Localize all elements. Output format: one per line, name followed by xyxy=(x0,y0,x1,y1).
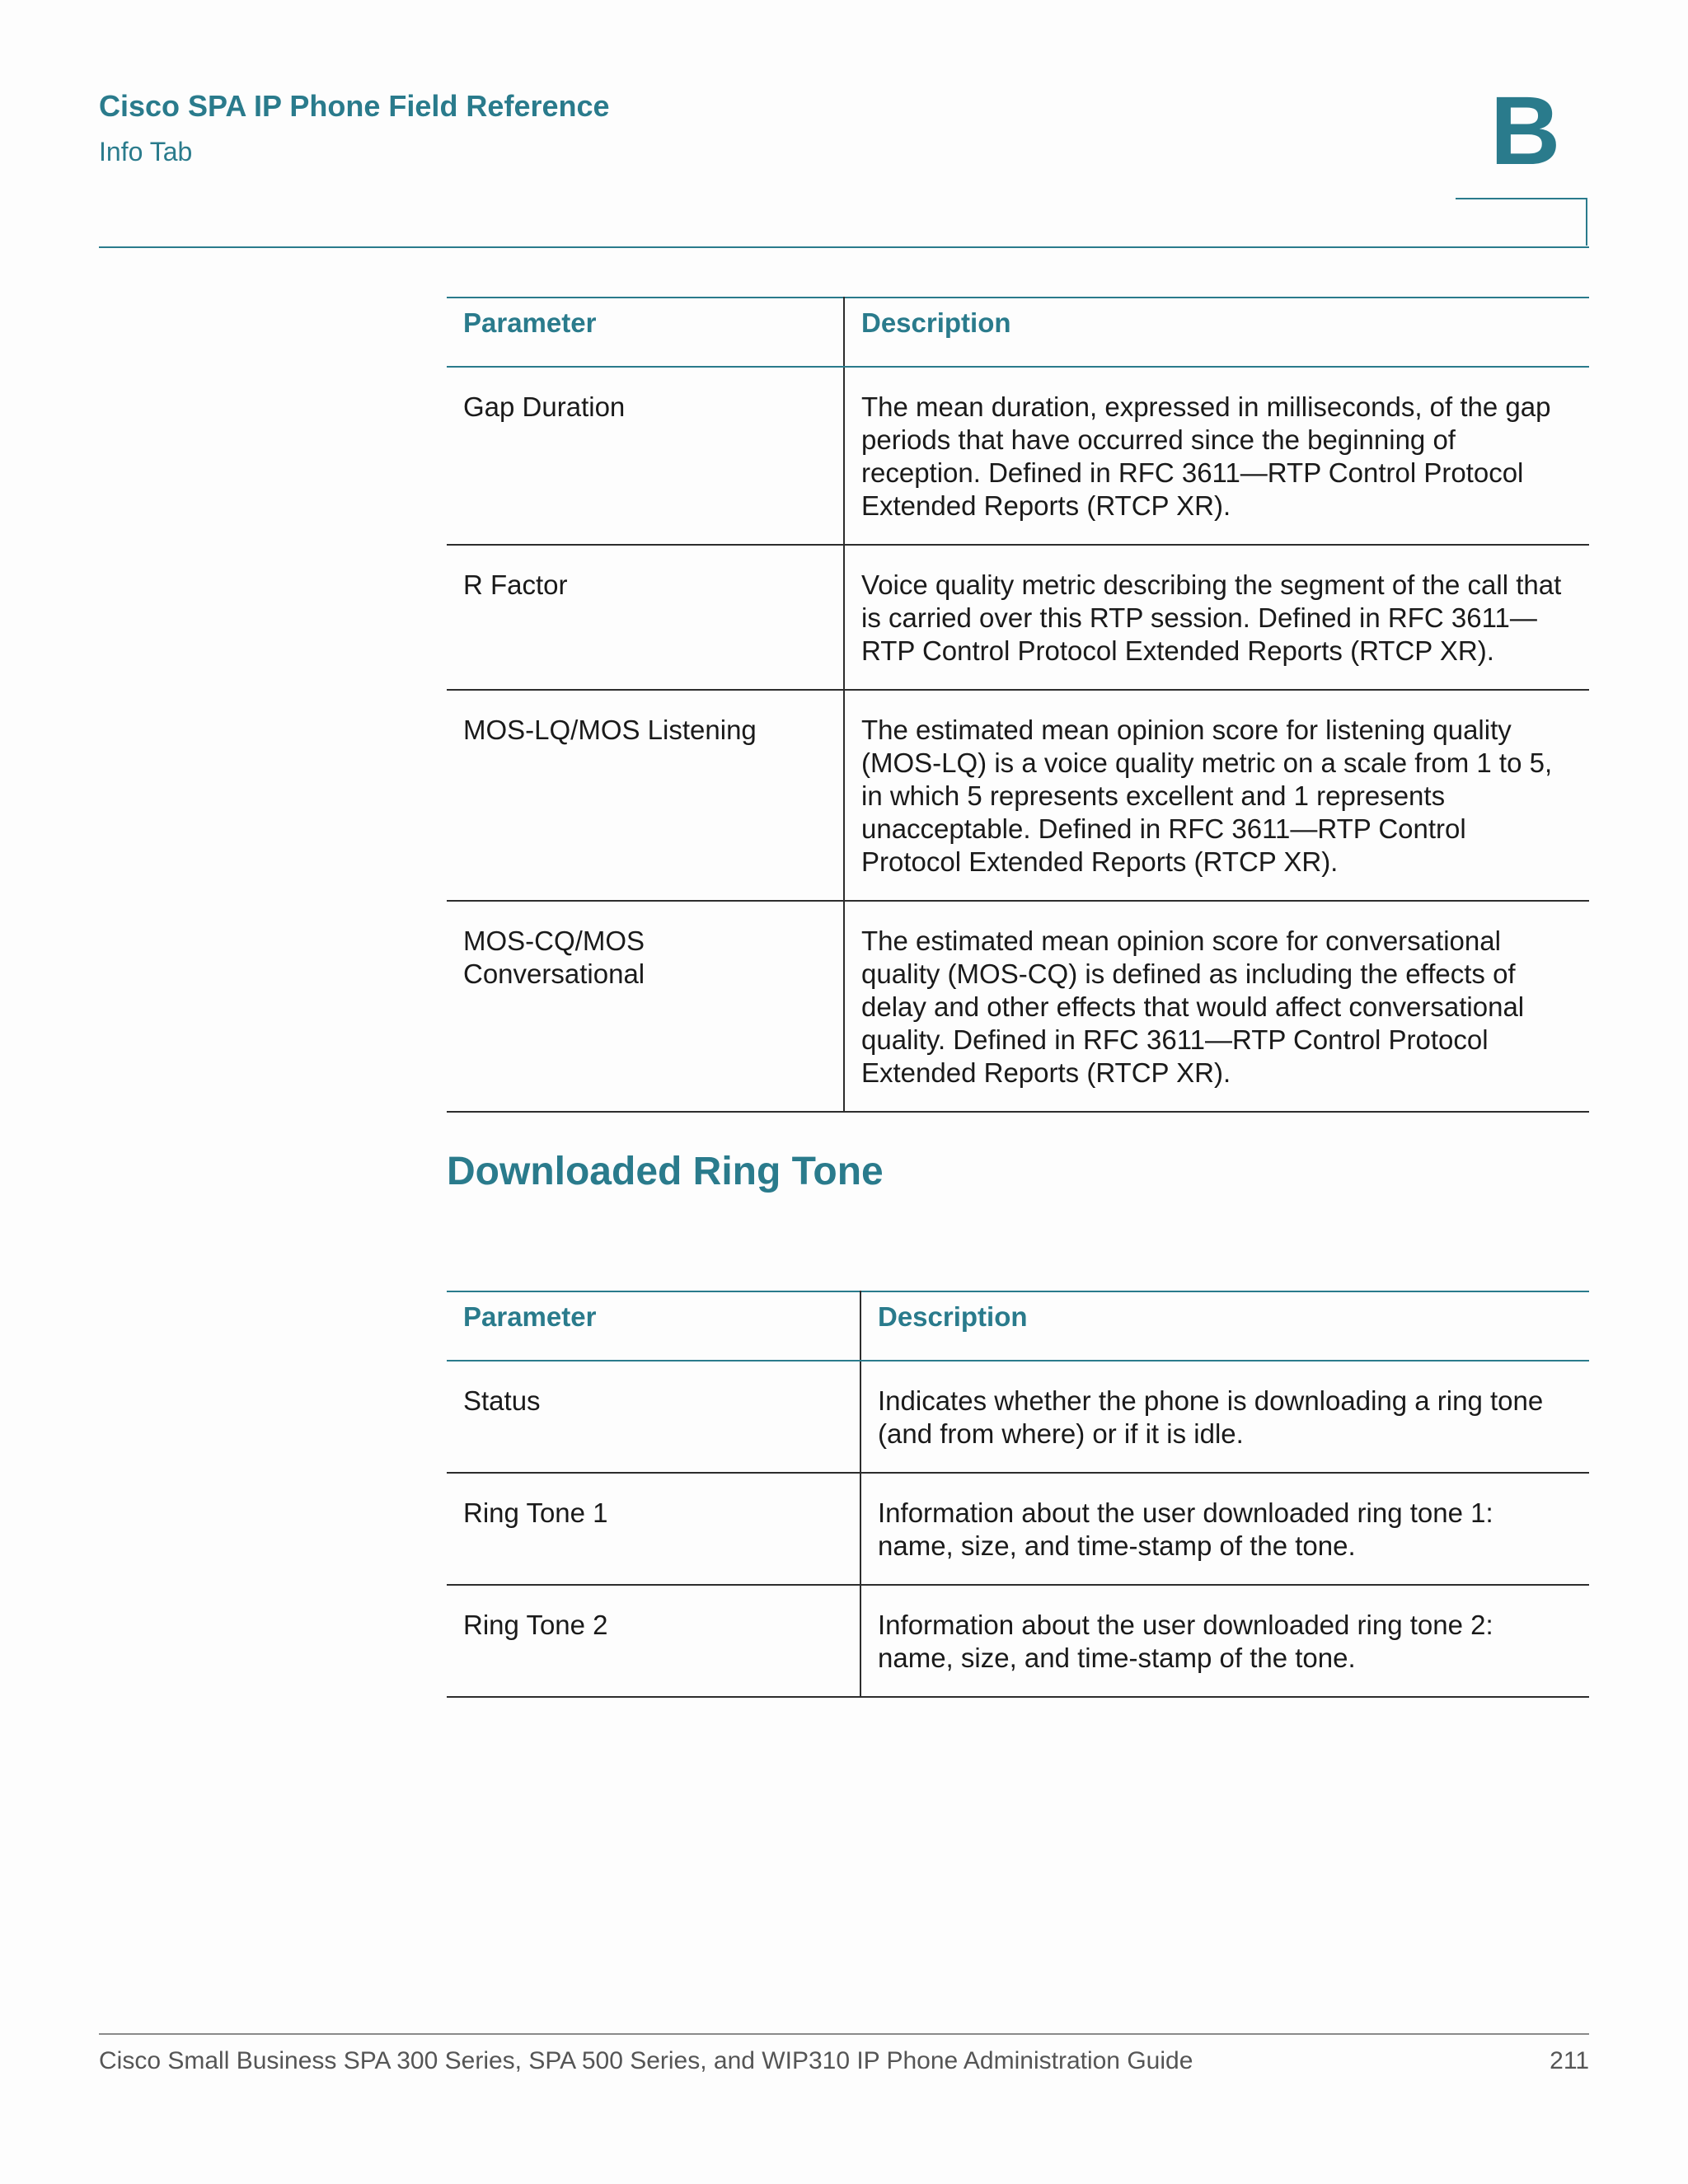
table-header-row xyxy=(447,298,1589,367)
description-cell: Information about the user downloaded ring tone 1: name, size, and time-stamp of the tone. xyxy=(860,1473,1589,1585)
table-header-row xyxy=(447,1291,1589,1361)
parameter-table-ring-tone xyxy=(447,1291,1589,1698)
column-header-parameter: Parameter xyxy=(447,298,844,367)
chapter-tab-box xyxy=(1456,198,1587,246)
parameter-cell: Status xyxy=(447,1361,860,1473)
section-heading: Downloaded Ring Tone xyxy=(447,1150,884,1193)
parameter-cell: Ring Tone 1 xyxy=(447,1473,860,1585)
chapter-letter: B xyxy=(1490,77,1561,185)
description-cell: Voice quality metric describing the segment of the call that is carried over this RTP session. Defined in RFC 3611—RTP Control Protocol Extended Reports (RTCP XR). xyxy=(844,545,1589,690)
table-row xyxy=(447,901,1589,1112)
footer-divider xyxy=(99,2033,1589,2035)
parameter-cell: Ring Tone 2 xyxy=(447,1585,860,1697)
parameter-cell: MOS-CQ/MOS Conversational xyxy=(447,901,844,1112)
parameter-table-info xyxy=(447,297,1589,1113)
description-cell: Indicates whether the phone is downloading a ring tone (and from where) or if it is idle. xyxy=(860,1361,1589,1473)
description-cell: Information about the user downloaded ring tone 2: name, size, and time-stamp of the tone. xyxy=(860,1585,1589,1697)
running-header-title: Cisco SPA IP Phone Field Reference xyxy=(99,89,610,123)
parameter-cell: Gap Duration xyxy=(447,367,844,545)
running-header-subtitle: Info Tab xyxy=(99,137,193,166)
table-row xyxy=(447,1585,1589,1697)
description-cell: The estimated mean opinion score for conversational quality (MOS-CQ) is defined as including the effects of delay and other effects that would affect conversational quality. Defined in RFC 3611—RTP Control Protocol Extended Reports (RTCP XR). xyxy=(844,901,1589,1112)
column-header-description: Description xyxy=(844,298,1589,367)
table-row xyxy=(447,1473,1589,1585)
footer-guide-title: Cisco Small Business SPA 300 Series, SPA 500 Series, and WIP310 IP Phone Administration Guide xyxy=(99,2047,1193,2074)
table-row xyxy=(447,690,1589,901)
parameter-cell: MOS-LQ/MOS Listening xyxy=(447,690,844,901)
table-row xyxy=(447,545,1589,690)
column-header-parameter: Parameter xyxy=(447,1291,860,1361)
header-divider xyxy=(99,246,1589,248)
description-cell: The estimated mean opinion score for listening quality (MOS-LQ) is a voice quality metric on a scale from 1 to 5, in which 5 represents excellent and 1 represents unacceptable. Defined in RFC 3611—RTP Control Protocol Extended Reports (RTCP XR). xyxy=(844,690,1589,901)
table-row xyxy=(447,1361,1589,1473)
page-number: 211 xyxy=(1550,2047,1589,2074)
column-header-description: Description xyxy=(860,1291,1589,1361)
description-cell: The mean duration, expressed in milliseconds, of the gap periods that have occurred since the beginning of reception. Defined in RFC 3611—RTP Control Protocol Extended Reports (RTCP XR). xyxy=(844,367,1589,545)
parameter-cell: R Factor xyxy=(447,545,844,690)
table-row xyxy=(447,367,1589,545)
